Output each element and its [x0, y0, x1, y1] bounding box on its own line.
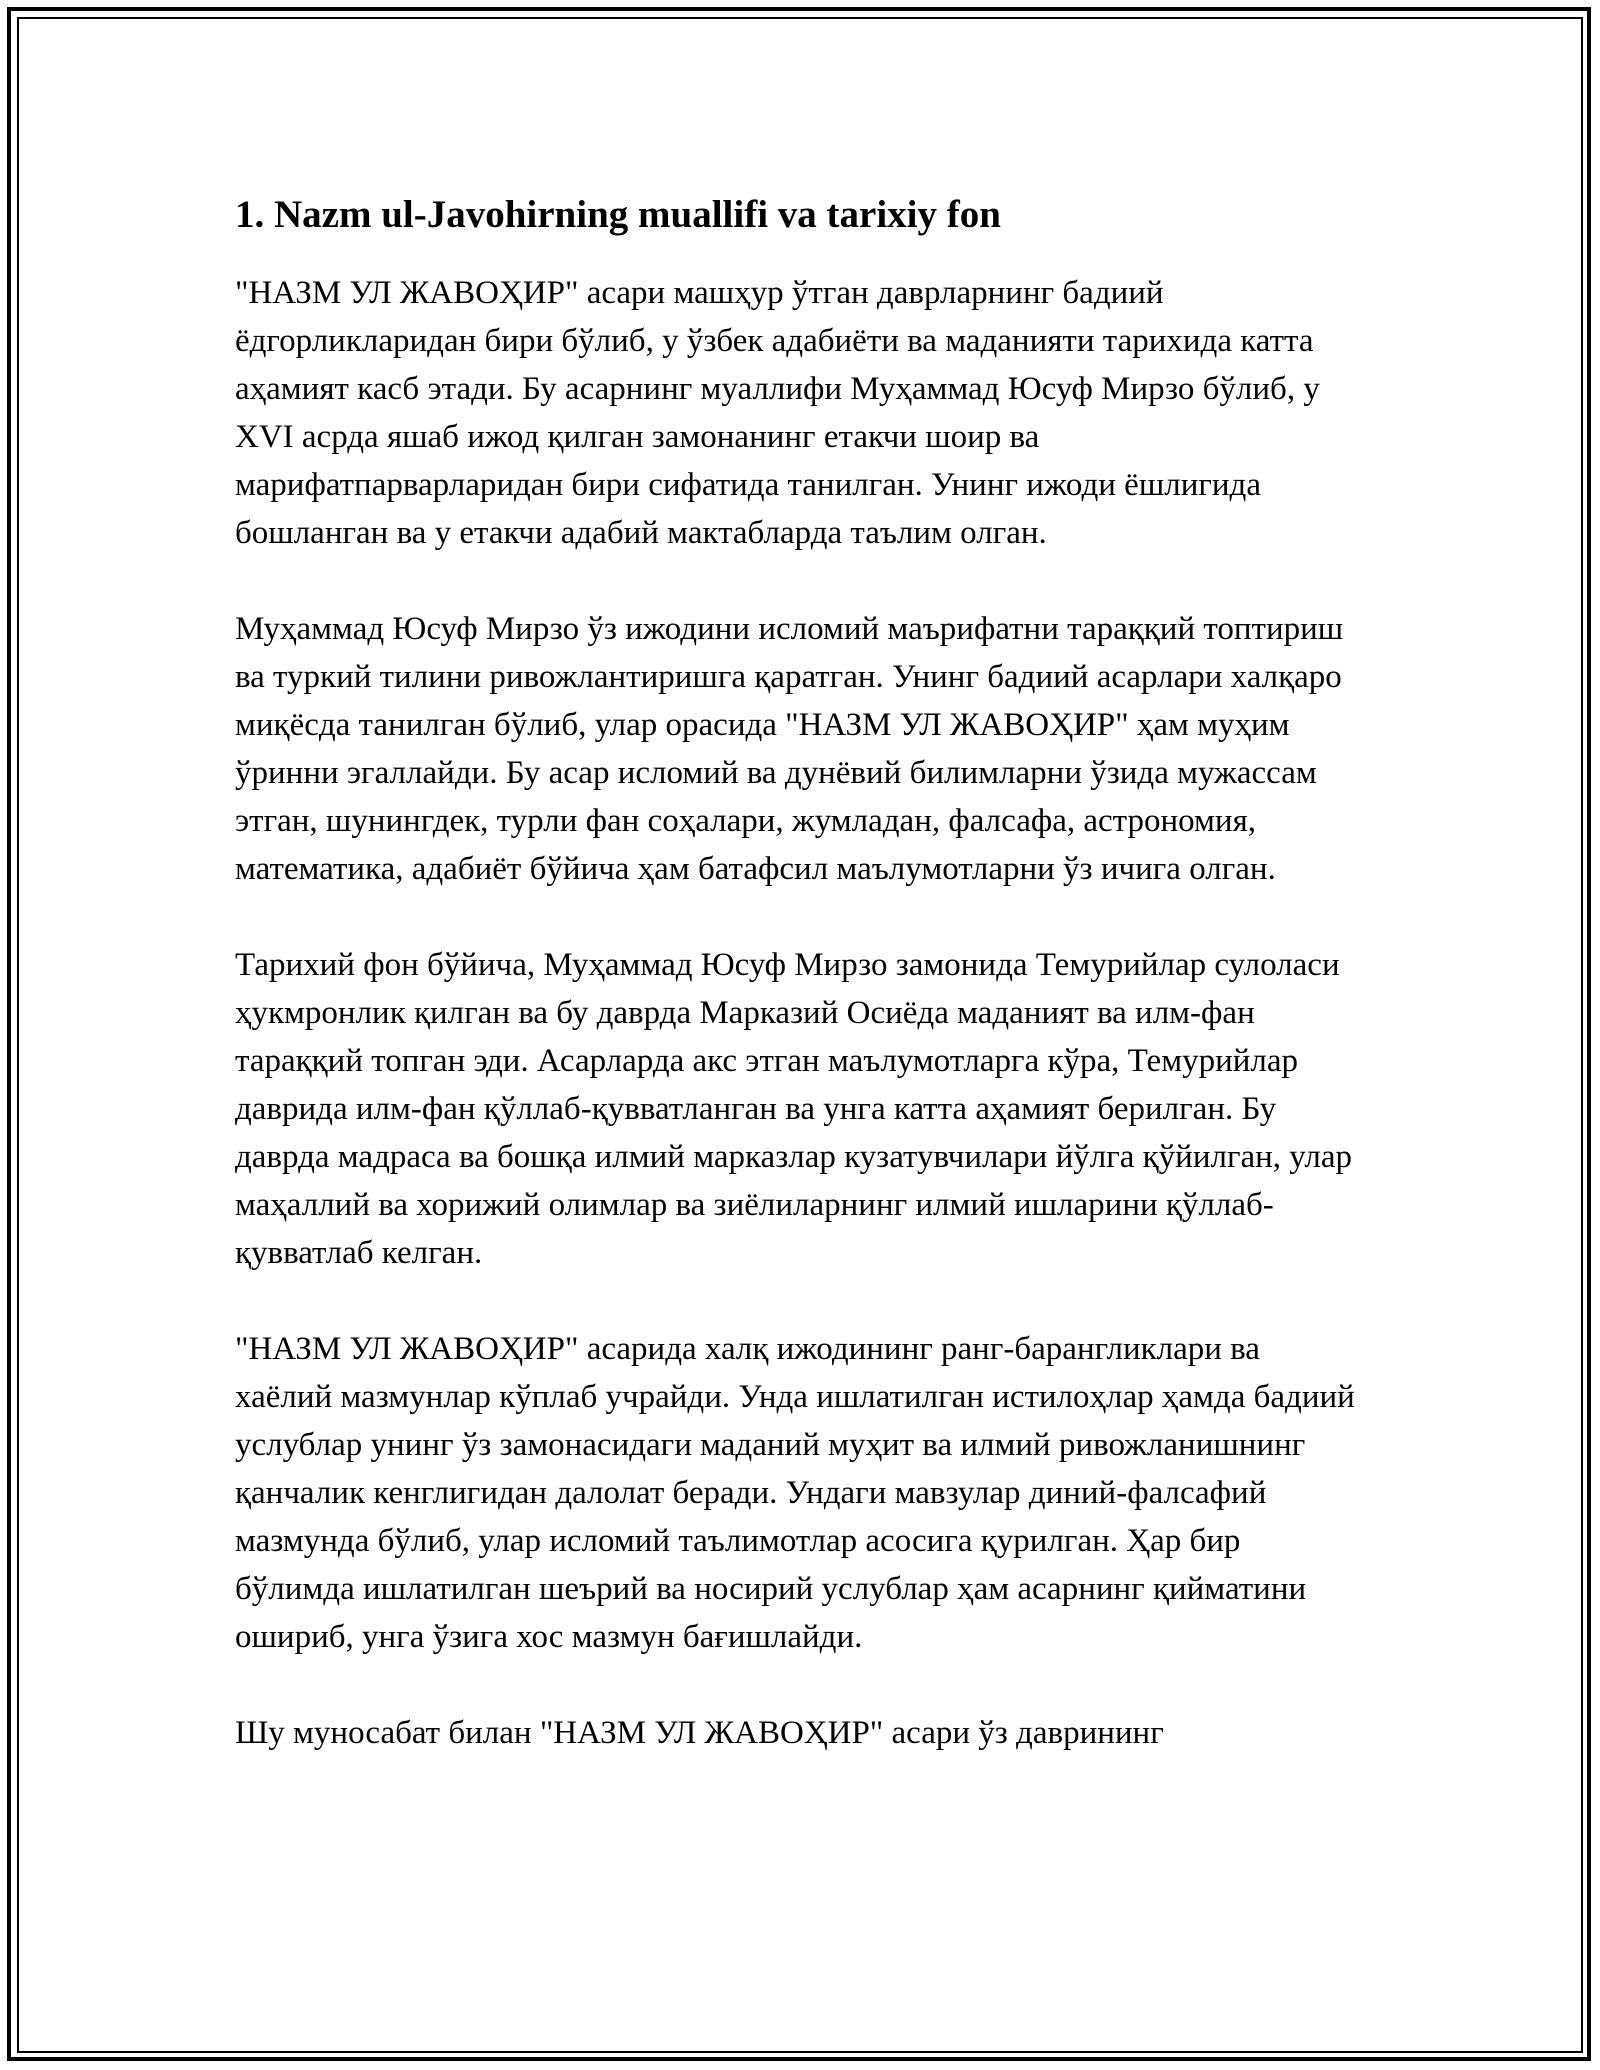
paragraph-2: Муҳаммад Юсуф Мирзо ўз ижодини исломий маърифатни тараққий топтириш ва туркий тилини ривожлантиришга қаратган. Унинг бадиий асарлари халқаро миқёсда танилган бўлиб, улар орасида "НАЗМ УЛ ЖАВОҲИР" ҳам муҳим ўринни эгаллайди. Бу асар исломий ва дунёвий билимларни ўзида мужассам этган, шунингдек, турли фан соҳалари, жумладан, фалсафа, астрономия, математика, адабиёт бўйича ҳам батафсил маълумотларни ўз ичига олган.	[235, 611, 1344, 887]
paragraph-3: Тарихий фон бўйича, Муҳаммад Юсуф Мирзо замонида Темурийлар сулоласи ҳукмронлик қилган ва бу даврда Марказий Осиёда маданият ва илм-фан тараққий топган эди. Асарларда акс этган маълумотларга кўра, Темурийлар даврида илм-фан қўллаб-қувватланган ва унга катта аҳамият берилган. Бу даврда мадраса ва бошқа илмий марказлар кузатувчилари йўлга қўйилган, улар маҳаллий ва хорижий олимлар ва зиёлиларнинг илмий ишларини қўллаб-қувватлаб келган.	[235, 947, 1352, 1271]
paragraph-4: "НАЗМ УЛ ЖАВОҲИР" асарида халқ ижодининг ранг-барангликлари ва хаёлий мазмунлар кўплаб учрайди. Унда ишлатилган истилоҳлар ҳамда бадиий услублар унинг ўз замонасидаги маданий муҳит ва илмий ривожланишнинг қанчалик кенглигидан далолат беради. Ундаги мавзулар диний-фалсафий мазмунда бўлиб, улар исломий таълимотлар асосига қурилган. Ҳар бир бўлимда ишлатилган шеърий ва носирий услублар ҳам асарнинг қийматини ошириб, унга ўзига хос мазмун бағишлайди.	[235, 1331, 1355, 1655]
paragraph-1: "НАЗМ УЛ ЖАВОҲИР" асари машҳур ўтган даврларнинг бадиий ёдгорликларидан бири бўлиб, у ўзбек адабиёти ва маданияти тарихида катта аҳамият касб этади. Бу асарнинг муаллифи Муҳаммад Юсуф Мирзо бўлиб, у XVI асрда яшаб ижод қилган замонанинг етакчи шоир ва марифатпарварларидан бири сифатида танилган. Унинг ижоди ёшлигида бошланган ва у етакчи адабий мактабларда таълим олган.	[235, 275, 1320, 551]
section-heading: 1. Nazm ul-Javohirning muallifi va tarixiy fon	[235, 193, 1001, 236]
paragraph-5: Шу муносабат билан "НАЗМ УЛ ЖАВОҲИР" асари ўз даврининг	[235, 1715, 1164, 1751]
document-body	[235, 187, 1365, 1805]
